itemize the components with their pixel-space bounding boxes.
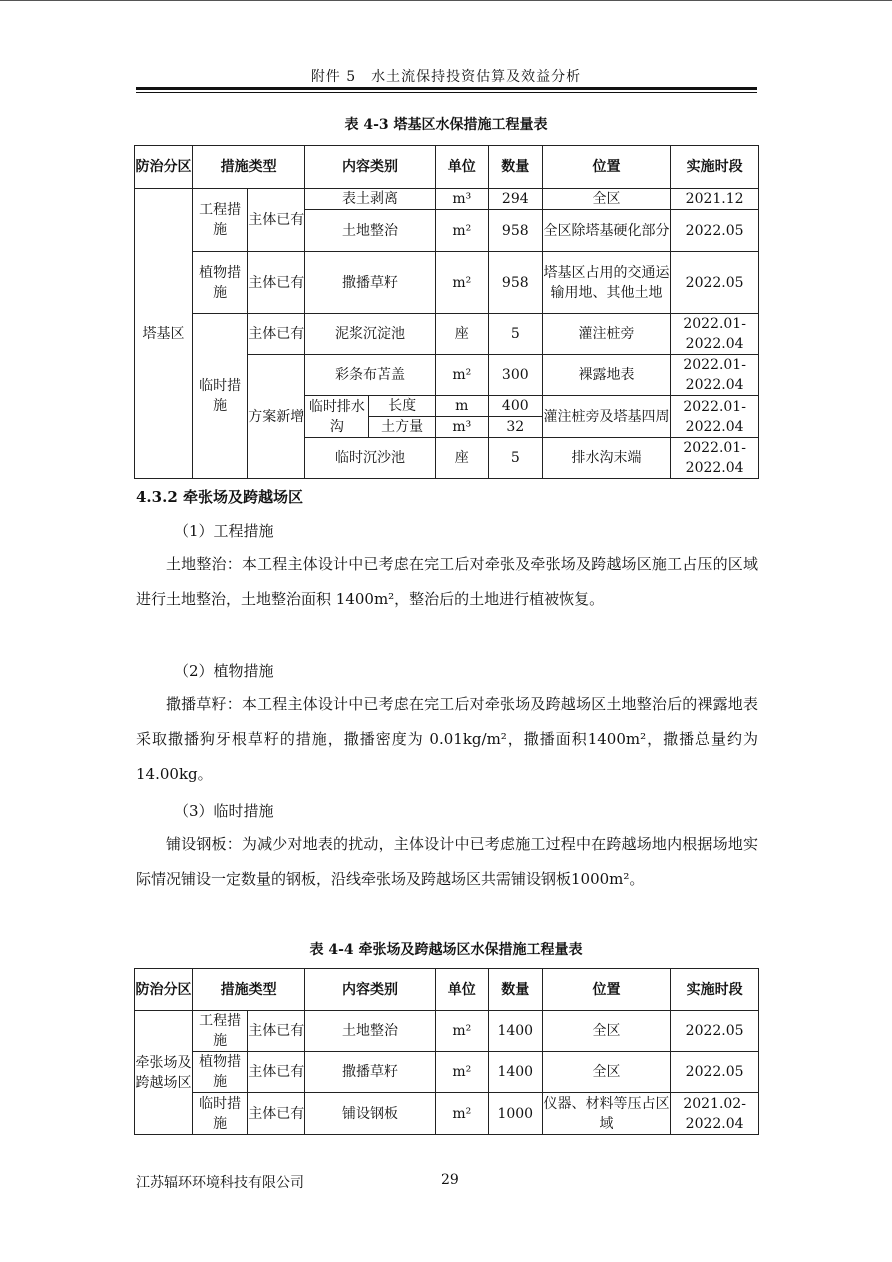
quantity-cell: 1400 <box>488 1052 542 1093</box>
content-cell: 泥浆沉淀池 <box>305 314 436 355</box>
running-header: 附件 5 水土流保持投资估算及效益分析 <box>310 69 582 85</box>
source-cell: 主体已有 <box>248 1093 305 1135</box>
th-zone: 防治分区 <box>135 146 193 189</box>
location-cell: 全区除塔基硬化部分 <box>542 210 670 252</box>
unit-cell: m³ <box>435 417 488 438</box>
location-cell: 裸露地表 <box>542 355 670 396</box>
period-cell: 2022.01-2022.04 <box>671 314 759 355</box>
table2-caption: 表 4-4 牵张场及跨越场区水保措施工程量表 <box>309 942 583 958</box>
subcontent-cell: 土方量 <box>369 417 435 438</box>
group-cell: 工程措施 <box>193 189 248 252</box>
unit-cell: m <box>435 396 488 417</box>
paragraph-vegetation: 撒播草籽：本工程主体设计中已考虑在完工后对牵张场及跨越场区土地整治后的裸露地表采取撒播狗牙根草籽的措施，撒播密度为 0.01kg/m²，撒播面积1400m²，撒播总量约为 14.00kg。 <box>136 695 758 783</box>
th-measure-type: 措施类型 <box>193 146 305 189</box>
subheading-engineering: （1）工程措施 <box>174 522 274 540</box>
th-content: 内容类别 <box>305 146 436 189</box>
table-row <box>135 189 759 210</box>
top-border <box>0 0 892 1</box>
location-cell: 排水沟末端 <box>542 438 670 479</box>
th-location: 位置 <box>542 146 670 189</box>
content-cell: 土地整治 <box>305 210 436 252</box>
th-quantity: 数量 <box>488 969 542 1011</box>
subcontent-cell: 长度 <box>369 396 435 417</box>
unit-cell: m² <box>435 1093 488 1135</box>
quantity-cell: 5 <box>488 438 542 479</box>
quantity-cell: 958 <box>488 210 542 252</box>
source-cell: 方案新增 <box>248 355 305 479</box>
location-cell: 仪器、材料等压占区域 <box>542 1093 670 1135</box>
period-cell: 2022.01-2022.04 <box>671 396 759 438</box>
header-rule-thick <box>136 87 757 90</box>
section-heading: 4.3.2 牵张场及跨越场区 <box>136 488 303 506</box>
footer-company: 江苏辐环环境科技有限公司 <box>136 1175 304 1191</box>
unit-cell: m² <box>435 252 488 314</box>
paragraph-temporary: 铺设钢板：为减少对地表的扰动，主体设计中已考虑施工过程中在跨越场地内根据场地实际情况铺设一定数量的钢板，沿线牵张场及跨越场区共需铺设钢板1000m²。 <box>136 835 758 888</box>
unit-cell: 座 <box>435 438 488 479</box>
th-period: 实施时段 <box>671 146 759 189</box>
unit-cell: m² <box>435 355 488 396</box>
group-cell: 植物措施 <box>193 252 248 314</box>
unit-cell: m² <box>435 1011 488 1052</box>
content-cell: 彩条布苫盖 <box>305 355 436 396</box>
th-unit: 单位 <box>435 146 488 189</box>
th-measure-type: 措施类型 <box>193 969 305 1011</box>
content-cell: 铺设钢板 <box>305 1093 436 1135</box>
quantity-cell: 1000 <box>488 1093 542 1135</box>
table1-header-row <box>135 146 759 189</box>
period-cell: 2022.01-2022.04 <box>671 438 759 479</box>
quantity-cell: 5 <box>488 314 542 355</box>
period-cell: 2022.05 <box>671 210 759 252</box>
table1 <box>134 145 759 479</box>
group-cell: 工程措施 <box>193 1011 248 1052</box>
quantity-cell: 32 <box>488 417 542 438</box>
unit-cell: 座 <box>435 314 488 355</box>
quantity-cell: 294 <box>488 189 542 210</box>
quantity-cell: 300 <box>488 355 542 396</box>
subheading-temporary: （3）临时措施 <box>174 802 274 820</box>
group-cell: 临时措施 <box>193 1093 248 1135</box>
th-location: 位置 <box>542 969 670 1011</box>
location-cell: 灌注桩旁及塔基四周 <box>542 396 670 438</box>
quantity-cell: 958 <box>488 252 542 314</box>
group-cell: 植物措施 <box>193 1052 248 1093</box>
location-cell: 塔基区占用的交通运输用地、其他土地 <box>542 252 670 314</box>
table2-header-row <box>135 969 759 1011</box>
group-cell: 临时措施 <box>193 314 248 479</box>
location-cell: 灌注桩旁 <box>542 314 670 355</box>
content-cell: 撒播草籽 <box>305 252 436 314</box>
source-cell: 主体已有 <box>248 189 305 252</box>
location-cell: 全区 <box>542 1052 670 1093</box>
period-cell: 2022.05 <box>671 1011 759 1052</box>
content-cell: 临时沉沙池 <box>305 438 436 479</box>
source-cell: 主体已有 <box>248 1011 305 1052</box>
table-row <box>135 252 759 314</box>
period-cell: 2022.05 <box>671 1052 759 1093</box>
source-cell: 主体已有 <box>248 314 305 355</box>
period-cell: 2022.05 <box>671 252 759 314</box>
quantity-cell: 1400 <box>488 1011 542 1052</box>
th-content: 内容类别 <box>305 969 436 1011</box>
period-cell: 2022.01-2022.04 <box>671 355 759 396</box>
content-cell: 临时排水沟 <box>305 396 369 438</box>
table-row <box>135 314 759 355</box>
header-rule-thin <box>136 92 757 93</box>
unit-cell: m³ <box>435 189 488 210</box>
paragraph-engineering: 土地整治：本工程主体设计中已考虑在完工后对牵张及牵张场及跨越场区施工占压的区域进行土地整治，土地整治面积 1400m²，整治后的土地进行植被恢复。 <box>136 555 758 608</box>
th-period: 实施时段 <box>671 969 759 1011</box>
content-cell: 土地整治 <box>305 1011 436 1052</box>
table-row <box>135 1093 759 1135</box>
page-number: 29 <box>441 1172 459 1188</box>
zone-cell: 牵张场及跨越场区 <box>135 1011 193 1135</box>
location-cell: 全区 <box>542 1011 670 1052</box>
period-cell: 2021.12 <box>671 189 759 210</box>
quantity-cell: 400 <box>488 396 542 417</box>
unit-cell: m² <box>435 210 488 252</box>
period-cell: 2021.02-2022.04 <box>671 1093 759 1135</box>
th-quantity: 数量 <box>488 146 542 189</box>
th-unit: 单位 <box>435 969 488 1011</box>
table1-caption: 表 4-3 塔基区水保措施工程量表 <box>344 117 548 133</box>
content-cell: 表土剥离 <box>305 189 436 210</box>
subheading-vegetation: （2）植物措施 <box>174 662 274 680</box>
table2 <box>134 968 759 1135</box>
zone-cell: 塔基区 <box>135 189 193 479</box>
content-cell: 撒播草籽 <box>305 1052 436 1093</box>
unit-cell: m² <box>435 1052 488 1093</box>
th-zone: 防治分区 <box>135 969 193 1011</box>
location-cell: 全区 <box>542 189 670 210</box>
source-cell: 主体已有 <box>248 252 305 314</box>
table-row <box>135 1011 759 1052</box>
source-cell: 主体已有 <box>248 1052 305 1093</box>
table-row <box>135 1052 759 1093</box>
